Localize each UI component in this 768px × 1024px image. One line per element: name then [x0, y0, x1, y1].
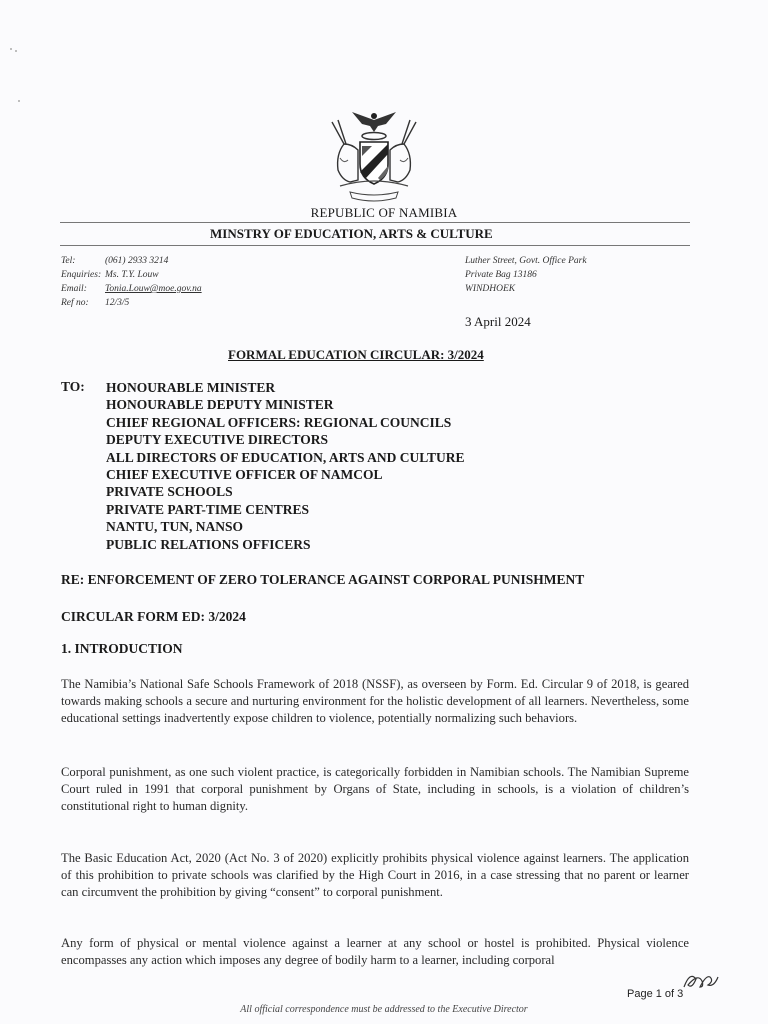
header-rule-top	[60, 222, 690, 223]
recipient-item: PRIVATE PART-TIME CENTRES	[106, 501, 310, 517]
contact-row	[61, 268, 202, 282]
recipient-item: CHIEF EXECUTIVE OFFICER OF NAMCOL	[106, 467, 383, 483]
subject-line: RE: ENFORCEMENT OF ZERO TOLERANCE AGAINST CORPORAL PUNISHMENT	[61, 572, 585, 587]
body-paragraph: The Namibia’s National Safe Schools Framework of 2018 (NSSF), as overseen by Form. Ed. Circular 9 of 2018, is geared towards making schools a secure and nurturing environment for the holistic development of all learners. Nevertheless, some educational settings inadvertently expose children to violence, potentially normalizing such behaviors.	[61, 677, 689, 725]
scan-speck	[15, 50, 17, 52]
recipient-item: PRIVATE SCHOOLS	[106, 484, 233, 500]
recipient-item: NANTU, TUN, NANSO	[106, 519, 244, 535]
contact-label: Enquiries:	[61, 270, 102, 280]
address-line: Luther Street, Govt. Office Park	[465, 256, 587, 266]
ministry-title: MINSTRY OF EDUCATION, ARTS & CULTURE	[210, 226, 493, 241]
contact-details	[61, 254, 202, 310]
contact-row	[61, 254, 202, 268]
recipient-item: CHIEF REGIONAL OFFICERS: REGIONAL COUNCILS	[106, 414, 452, 430]
circular-date: 3 April 2024	[465, 314, 531, 329]
recipient-list	[106, 379, 464, 553]
contact-label: Tel:	[61, 256, 76, 266]
recipient-item: DEPUTY EXECUTIVE DIRECTORS	[106, 432, 329, 448]
body-paragraph: The Basic Education Act, 2020 (Act No. 3 of 2020) explicitly prohibits physical violence against learners. The application of this prohibition to private schools was clarified by the High Court in 2016, in a case stressing that no parent or learner can circumvent the prohibition by giving “consent” to corporal punishment.	[61, 851, 689, 899]
scan-speck	[18, 100, 20, 102]
contact-value: Ms. T.Y. Louw	[105, 270, 159, 280]
header-rule-bottom	[60, 245, 690, 246]
address-line: Private Bag 13186	[465, 270, 537, 280]
address-line: WINDHOEK	[465, 284, 516, 294]
contact-label: Ref no:	[61, 298, 89, 308]
section-heading: 1. INTRODUCTION	[61, 641, 183, 656]
initials-signature-icon	[680, 967, 720, 993]
to-label: TO:	[61, 379, 85, 394]
contact-row	[61, 296, 202, 310]
recipient-item: HONOURABLE MINISTER	[106, 380, 276, 395]
circular-form-reference: CIRCULAR FORM ED: 3/2024	[61, 609, 246, 624]
body-paragraph: Corporal punishment, as one such violent practice, is categorically forbidden in Namibian schools. The Namibian Supreme Court ruled in 1991 that corporal punishment by Organs of State, including in schools, is a violation of children’s constitutional right to human dignity.	[61, 765, 689, 813]
republic-title: REPUBLIC OF NAMIBIA	[310, 205, 458, 220]
contact-label: Email:	[61, 284, 87, 294]
page-number: Page 1 of 3	[627, 988, 684, 1000]
circular-title: FORMAL EDUCATION CIRCULAR: 3/2024	[228, 347, 484, 362]
recipient-item: ALL DIRECTORS OF EDUCATION, ARTS AND CULTURE	[106, 449, 465, 465]
recipient-item: HONOURABLE DEPUTY MINISTER	[106, 397, 334, 413]
recipient-item: PUBLIC RELATIONS OFFICERS	[106, 536, 311, 552]
footer-note: All official correspondence must be addressed to the Executive Director	[240, 1004, 528, 1015]
postal-address	[465, 254, 587, 296]
email-link[interactable]: Tonia.Louw@moe.gov.na	[105, 284, 202, 294]
contact-value: (061) 2933 3214	[105, 256, 169, 266]
contact-row	[61, 282, 202, 296]
contact-value: 12/3/5	[105, 298, 130, 308]
body-paragraph: Any form of physical or mental violence against a learner at any school or hostel is prohibited. Physical violence encompasses any action which imposes any degree of bodily harm to a learner, including corporal	[61, 936, 689, 967]
scan-speck	[10, 48, 12, 50]
namibia-coat-of-arms-icon	[322, 98, 426, 206]
